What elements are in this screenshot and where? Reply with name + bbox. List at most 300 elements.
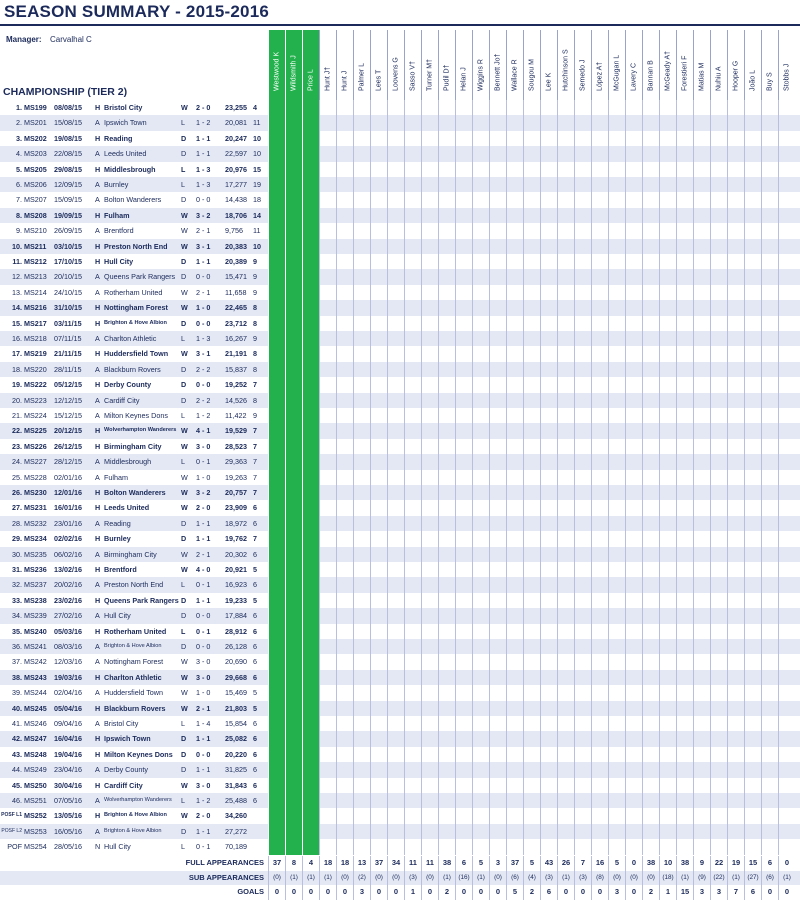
league-position: 7 (253, 534, 257, 544)
appearance-cell (744, 593, 761, 608)
appearance-cell (302, 331, 319, 346)
appearance-cell (591, 731, 608, 746)
appearance-cell (727, 778, 744, 793)
appearance-cell (557, 593, 574, 608)
appearance-cell (387, 408, 404, 423)
match-number: 42. (12, 734, 22, 744)
appearance-cell (404, 731, 421, 746)
appearance-cell (506, 131, 523, 146)
appearance-cell (523, 716, 540, 731)
appearance-cell (676, 839, 693, 854)
appearance-cell (608, 192, 625, 207)
appearance-cell (455, 377, 472, 392)
appearance-cell (472, 100, 489, 115)
appearance-cell (319, 439, 336, 454)
appearance-cell (268, 439, 285, 454)
venue: A (95, 472, 100, 482)
appearance-cell (608, 146, 625, 161)
appearance-cell (778, 454, 795, 469)
appearance-cell (285, 346, 302, 361)
appearance-cell (319, 285, 336, 300)
appearance-cell (608, 839, 625, 854)
appearance-cell (489, 454, 506, 469)
match-number: 25. (12, 472, 22, 482)
match-code: MS217 (24, 318, 47, 328)
appearance-cell (574, 762, 591, 777)
player-name: Buy S (766, 72, 774, 91)
appearance-cell (659, 300, 676, 315)
appearance-cell (421, 593, 438, 608)
appearance-cell (472, 593, 489, 608)
appearance-cell (710, 362, 727, 377)
appearance-cell (642, 131, 659, 146)
appearance-cell (727, 331, 744, 346)
player-name: Forestieri F (681, 55, 689, 91)
result: D (181, 395, 187, 405)
appearance-cell (472, 316, 489, 331)
league-position: 10 (253, 149, 261, 159)
appearance-cell (523, 115, 540, 130)
appearance-cell (285, 762, 302, 777)
appearance-cell (676, 470, 693, 485)
appearance-cell (761, 470, 778, 485)
appearance-cell (336, 100, 353, 115)
appearance-cell (489, 778, 506, 793)
appearance-cell (489, 500, 506, 515)
opponent: Brighton & Hove Albion (104, 812, 167, 819)
attendance: 22,465 (225, 303, 247, 313)
appearance-cell (268, 577, 285, 592)
match-number: 9. (16, 226, 22, 236)
appearance-cell (319, 254, 336, 269)
result: D (181, 734, 187, 744)
appearance-cell (574, 670, 591, 685)
appearance-cell (421, 793, 438, 808)
appearance-cell (438, 839, 455, 854)
attendance: 20,302 (225, 549, 247, 559)
appearance-cell (540, 778, 557, 793)
appearance-cell (727, 439, 744, 454)
player-name: Palmer L (358, 62, 366, 91)
appearance-cell (744, 454, 761, 469)
appearance-cell (608, 778, 625, 793)
appearance-cell (659, 839, 676, 854)
league-position: 6 (253, 672, 257, 682)
appearance-cell (489, 239, 506, 254)
appearance-cell (302, 115, 319, 130)
appearance-cell (370, 624, 387, 639)
appearance-cell (727, 377, 744, 392)
appearance-cell (625, 177, 642, 192)
appearance-cell (472, 285, 489, 300)
appearance-cell (268, 762, 285, 777)
appearance-cell (489, 701, 506, 716)
appearance-cell (744, 778, 761, 793)
appearance-cell (608, 500, 625, 515)
opponent: Burnley (104, 534, 131, 544)
match-code: MS201 (24, 118, 47, 128)
appearance-cell (268, 500, 285, 515)
appearance-cell (778, 331, 795, 346)
result: L (181, 842, 185, 852)
appearance-cell (659, 285, 676, 300)
appearance-cell (336, 839, 353, 854)
player-column-header (574, 30, 591, 100)
appearance-cell (302, 269, 319, 284)
totals-cell: 2 (523, 885, 540, 900)
appearance-cell (421, 762, 438, 777)
appearance-cell (302, 762, 319, 777)
appearance-cell (540, 547, 557, 562)
appearance-cell (574, 470, 591, 485)
appearance-cell (710, 269, 727, 284)
appearance-cell (421, 470, 438, 485)
appearance-cell (591, 516, 608, 531)
appearance-cell (591, 639, 608, 654)
attendance: 21,191 (225, 349, 247, 359)
appearance-cell (591, 547, 608, 562)
appearance-cell (710, 485, 727, 500)
appearance-cell (659, 192, 676, 207)
appearance-cell (438, 331, 455, 346)
appearance-cell (710, 208, 727, 223)
appearance-cell (659, 531, 676, 546)
venue: A (95, 395, 100, 405)
appearance-cell (268, 639, 285, 654)
appearance-cell (455, 162, 472, 177)
appearance-cell (676, 793, 693, 808)
match-number: 27. (12, 503, 22, 513)
appearance-cell (659, 131, 676, 146)
player-name: Turner M† (426, 58, 434, 91)
match-date: 12/09/15 (54, 180, 82, 189)
appearance-cell (353, 239, 370, 254)
appearance-cell (574, 316, 591, 331)
appearance-cell (693, 285, 710, 300)
player-name: Bennett Jo† (494, 53, 502, 91)
appearance-cell (659, 316, 676, 331)
appearance-cell (778, 239, 795, 254)
appearance-cell (710, 670, 727, 685)
table-row (0, 516, 800, 531)
appearance-cell (302, 516, 319, 531)
appearance-cell (625, 808, 642, 823)
opponent: Hull City (104, 257, 134, 266)
appearance-cell (319, 423, 336, 438)
appearance-cell (455, 346, 472, 361)
appearance-cell (642, 269, 659, 284)
appearance-cell (659, 731, 676, 746)
appearance-cell (387, 454, 404, 469)
score: 1 - 0 (196, 472, 211, 482)
appearance-cell (710, 562, 727, 577)
appearance-cell (676, 778, 693, 793)
appearance-cell (761, 192, 778, 207)
appearance-cell (693, 762, 710, 777)
appearance-cell (625, 100, 642, 115)
appearance-cell (744, 162, 761, 177)
player-name: Helan J (460, 67, 468, 91)
player-name: Pudil D† (443, 64, 451, 91)
appearance-cell (608, 485, 625, 500)
appearance-cell (574, 285, 591, 300)
appearance-cell (302, 685, 319, 700)
appearance-cell (557, 808, 574, 823)
totals-label: FULL APPEARANCES (185, 858, 264, 867)
appearance-cell (727, 470, 744, 485)
match-code: MS247 (24, 734, 47, 744)
match-number: POF (7, 842, 22, 852)
appearance-cell (438, 793, 455, 808)
score: 1 - 1 (196, 765, 211, 775)
appearance-cell (268, 778, 285, 793)
appearance-cell (438, 223, 455, 238)
opponent: Middlesbrough (104, 457, 152, 467)
appearance-cell (710, 162, 727, 177)
venue: A (95, 149, 100, 159)
appearance-cell (319, 716, 336, 731)
appearance-cell (268, 408, 285, 423)
appearance-cell (642, 439, 659, 454)
appearance-cell (761, 701, 778, 716)
totals-cell: 18 (319, 856, 336, 871)
appearance-cell (506, 516, 523, 531)
appearance-cell (693, 808, 710, 823)
player-column-header (625, 30, 642, 100)
appearance-cell (285, 239, 302, 254)
appearance-cell (778, 100, 795, 115)
appearance-cell (421, 531, 438, 546)
table-row (0, 254, 800, 269)
appearance-cell (591, 300, 608, 315)
attendance: 70,189 (225, 842, 247, 852)
appearance-cell (557, 331, 574, 346)
appearance-cell (472, 516, 489, 531)
appearance-cell (370, 547, 387, 562)
appearance-cell (642, 192, 659, 207)
table-row (0, 685, 800, 700)
opponent: Blackburn Rovers (104, 703, 166, 713)
appearance-cell (285, 839, 302, 854)
appearance-cell (676, 146, 693, 161)
league-position: 7 (253, 426, 257, 436)
appearance-cell (506, 439, 523, 454)
appearance-cell (404, 716, 421, 731)
appearance-cell (285, 808, 302, 823)
appearance-cell (642, 393, 659, 408)
score: 0 - 0 (196, 195, 211, 205)
appearance-cell (659, 177, 676, 192)
match-number: 43. (12, 749, 22, 759)
result: W (181, 287, 188, 297)
opponent: Queens Park Rangers (104, 272, 176, 282)
appearance-cell (540, 269, 557, 284)
appearance-cell (455, 177, 472, 192)
appearance-cell (608, 177, 625, 192)
appearance-cell (336, 762, 353, 777)
appearance-cell (404, 562, 421, 577)
appearance-cell (625, 500, 642, 515)
appearance-cell (710, 115, 727, 130)
player-name: Wildsmith J (290, 55, 298, 91)
match-number: 37. (12, 657, 22, 667)
match-code: MS242 (24, 657, 47, 667)
appearance-cell (642, 177, 659, 192)
appearance-cell (455, 362, 472, 377)
table-row (0, 762, 800, 777)
appearance-cell (455, 731, 472, 746)
appearance-cell (761, 778, 778, 793)
appearance-cell (353, 208, 370, 223)
totals-cell: 34 (387, 856, 404, 871)
match-code: MS210 (24, 226, 47, 236)
appearance-cell (778, 654, 795, 669)
score: 1 - 4 (196, 719, 211, 728)
match-code: MS237 (24, 580, 47, 590)
appearance-cell (353, 793, 370, 808)
appearance-cell (659, 162, 676, 177)
appearance-cell (302, 177, 319, 192)
match-code: MS245 (24, 703, 47, 713)
attendance: 15,837 (225, 364, 247, 374)
appearance-cell (710, 808, 727, 823)
match-number: 24. (12, 457, 22, 467)
appearance-cell (591, 192, 608, 207)
match-number: 26. (12, 488, 22, 497)
totals-cell: (3) (404, 871, 421, 886)
appearance-cell (727, 316, 744, 331)
appearance-cell (540, 531, 557, 546)
appearance-cell (472, 778, 489, 793)
appearance-cell (574, 208, 591, 223)
appearance-cell (659, 547, 676, 562)
appearance-cell (285, 439, 302, 454)
result: W (181, 503, 188, 513)
venue: A (95, 580, 100, 590)
appearance-cell (540, 839, 557, 854)
appearance-cell (353, 115, 370, 130)
appearance-cell (353, 316, 370, 331)
appearance-cell (404, 778, 421, 793)
appearance-cell (455, 685, 472, 700)
table-row (0, 470, 800, 485)
appearance-cell (676, 439, 693, 454)
appearance-cell (557, 839, 574, 854)
totals-cell: 38 (642, 856, 659, 871)
appearance-cell (370, 562, 387, 577)
venue: H (95, 210, 101, 220)
totals-cell: 0 (574, 885, 591, 900)
totals-cell: (1) (438, 871, 455, 886)
appearance-cell (268, 115, 285, 130)
match-number: 15. (12, 318, 22, 328)
totals-cell: 0 (489, 885, 506, 900)
appearance-cell (285, 316, 302, 331)
appearance-cell (693, 593, 710, 608)
appearance-cell (438, 778, 455, 793)
appearance-cell (659, 685, 676, 700)
appearance-cell (455, 223, 472, 238)
appearance-cell (693, 192, 710, 207)
appearance-cell (744, 516, 761, 531)
score: 1 - 1 (196, 826, 211, 836)
result: W (181, 703, 188, 713)
league-position: 9 (253, 411, 257, 420)
match-date: 26/09/15 (54, 226, 82, 236)
appearance-cell (778, 762, 795, 777)
appearance-cell (336, 639, 353, 654)
appearance-cell (353, 762, 370, 777)
appearance-cell (455, 531, 472, 546)
appearance-cell (761, 839, 778, 854)
appearance-cell (268, 670, 285, 685)
appearance-cell (336, 562, 353, 577)
appearance-cell (727, 547, 744, 562)
appearance-cell (370, 362, 387, 377)
appearance-cell (438, 423, 455, 438)
appearance-cell (693, 177, 710, 192)
appearance-cell (591, 747, 608, 762)
table-row (0, 408, 800, 423)
league-position: 8 (253, 303, 257, 313)
appearance-cell (523, 300, 540, 315)
appearance-cell (455, 516, 472, 531)
totals-cell: 5 (472, 856, 489, 871)
appearance-cell (761, 624, 778, 639)
appearance-cell (608, 115, 625, 130)
appearance-cell (336, 654, 353, 669)
appearance-cell (574, 547, 591, 562)
match-code: MS252 (24, 811, 47, 821)
totals-cell: (6) (506, 871, 523, 886)
appearance-cell (778, 223, 795, 238)
appearance-cell (506, 316, 523, 331)
player-column-header (268, 30, 285, 100)
player-column-header (557, 30, 574, 100)
appearance-cell (778, 824, 795, 839)
appearance-cell (472, 824, 489, 839)
appearance-cell (387, 346, 404, 361)
appearance-cell (693, 716, 710, 731)
appearance-cell (625, 547, 642, 562)
appearance-cell (268, 547, 285, 562)
appearance-cell (523, 131, 540, 146)
appearance-cell (625, 346, 642, 361)
appearance-cell (591, 439, 608, 454)
appearance-cell (693, 100, 710, 115)
appearance-cell (693, 485, 710, 500)
appearance-cell (489, 393, 506, 408)
attendance: 18,706 (225, 210, 247, 220)
score: 1 - 3 (196, 180, 211, 189)
player-column-header (489, 30, 506, 100)
appearance-cell (285, 408, 302, 423)
appearance-cell (285, 670, 302, 685)
appearance-cell (659, 500, 676, 515)
appearance-cell (387, 192, 404, 207)
score: 1 - 2 (196, 118, 211, 128)
appearance-cell (489, 331, 506, 346)
appearance-cell (625, 624, 642, 639)
result: L (181, 796, 185, 805)
match-date: 23/02/16 (54, 595, 82, 605)
appearance-cell (336, 670, 353, 685)
appearance-cell (727, 685, 744, 700)
appearance-cell (557, 562, 574, 577)
appearance-cell (421, 439, 438, 454)
appearance-cell (693, 547, 710, 562)
appearance-cell (642, 516, 659, 531)
